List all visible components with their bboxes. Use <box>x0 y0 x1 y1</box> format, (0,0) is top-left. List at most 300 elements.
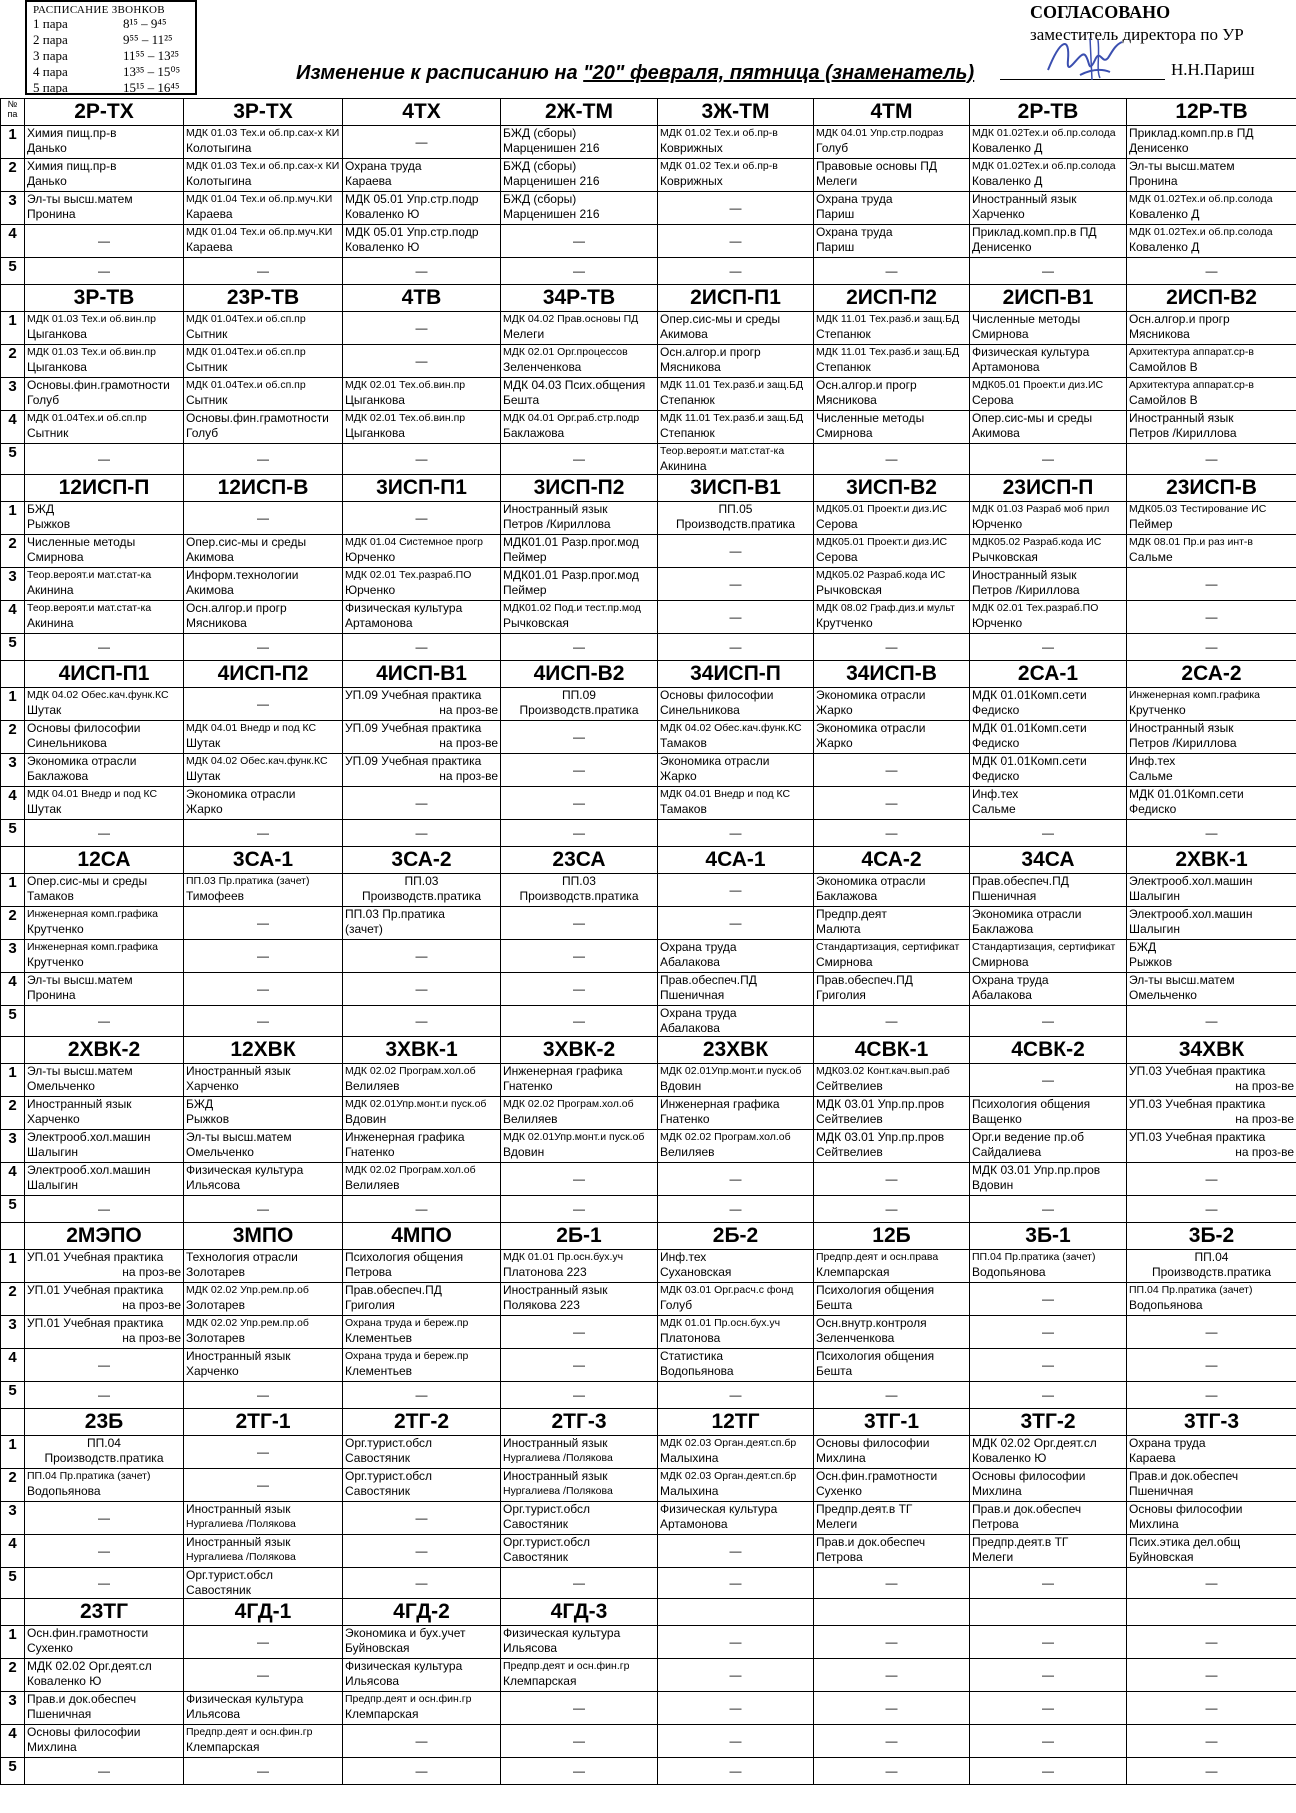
lesson-cell <box>501 345 658 378</box>
lesson-cell <box>343 568 501 601</box>
pair-number: 2 <box>1 1097 25 1130</box>
teacher: Смирнова <box>27 550 84 564</box>
subject: Иностранный язык <box>186 1502 291 1516</box>
teacher: Ващенко <box>972 1112 1022 1126</box>
lesson-cell <box>970 973 1127 1006</box>
group-name: 12Р-ТВ <box>1127 99 1296 126</box>
lesson-cell <box>970 1130 1127 1163</box>
lesson-cell <box>970 1097 1127 1130</box>
subject: МДК 02.02 Упр.рем.пр.об <box>186 1317 309 1329</box>
teacher: Жарко <box>816 703 853 717</box>
teacher: Полякова 223 <box>503 1298 580 1312</box>
group-name: 34ХВК <box>1127 1037 1296 1064</box>
group-name: 12ТГ <box>658 1409 814 1436</box>
approval-position: заместитель директора по УР <box>1030 25 1244 44</box>
lesson-cell <box>25 1725 184 1758</box>
lesson-cell <box>1127 973 1296 1006</box>
teacher: Шутак <box>186 736 221 750</box>
group-name <box>970 1599 1127 1626</box>
pair-number: 5 <box>1 444 25 475</box>
group-name: 23ТГ <box>25 1599 184 1626</box>
teacher: на проз-ве <box>122 1331 181 1345</box>
lesson-cell <box>501 502 658 535</box>
lesson-row <box>1 1163 1296 1196</box>
lesson-cell: — <box>25 1382 184 1409</box>
lesson-cell <box>25 568 184 601</box>
teacher: Степанюк <box>816 327 871 341</box>
teacher: Мелеги <box>816 1517 858 1531</box>
teacher: Смирнова <box>816 955 873 969</box>
subject: МДК 03.01 Упр.пр.пров <box>972 1163 1101 1177</box>
lesson-cell: — <box>184 1469 343 1502</box>
subject: Эл-ты высш.матем <box>27 973 133 987</box>
lesson-cell: — <box>1127 1725 1296 1758</box>
subject: Орг.турист.обсл <box>186 1568 274 1582</box>
lesson-cell <box>970 754 1127 787</box>
lesson-cell <box>343 1626 501 1659</box>
subject: МДК 02.03 Орган.деят.сп.бр <box>660 1437 797 1449</box>
lesson-cell <box>25 159 184 192</box>
pair-number: 1 <box>1 1436 25 1469</box>
lesson-cell: — <box>658 1725 814 1758</box>
subject: ПП.03 Пр.пратика (зачет) <box>186 875 310 887</box>
subject: МДК 02.02 Програм.хол.об <box>503 1098 634 1110</box>
lesson-cell: — <box>501 1163 658 1196</box>
lesson-row <box>1 1436 1296 1469</box>
group-name: 23СА <box>501 847 658 874</box>
lesson-row <box>1 1006 1296 1037</box>
teacher: Денисенко <box>1129 141 1189 155</box>
teacher: Коваленко Ю <box>345 207 420 221</box>
subject: МДК 04.02 Обес.кач.функ.КС <box>660 722 802 734</box>
lesson-cell <box>658 411 814 444</box>
pair-number: 5 <box>1 1196 25 1223</box>
subject: Предпр.деят и осн.фин.гр <box>345 1693 472 1705</box>
lesson-cell: — <box>343 345 501 378</box>
subject: Предпр.деят.в ТГ <box>816 1502 913 1516</box>
subject: МДК 01.01Комп.сети <box>972 688 1087 702</box>
lesson-cell: — <box>501 1725 658 1758</box>
lesson-cell: — <box>1127 1316 1296 1349</box>
lesson-cell: — <box>658 568 814 601</box>
lesson-cell: — <box>1127 601 1296 634</box>
subject: Охрана труда и береж.пр <box>345 1350 469 1362</box>
lesson-cell <box>184 411 343 444</box>
subject: МДК 01.01Комп.сети <box>1129 787 1244 801</box>
subject: Основы философии <box>660 688 774 702</box>
teacher: Производств.пратика <box>519 889 639 903</box>
lesson-cell <box>343 535 501 568</box>
teacher: Михлина <box>1129 1517 1179 1531</box>
subject: ПП.04 Пр.пратика (зачет) <box>972 1251 1096 1263</box>
lesson-row <box>1 940 1296 973</box>
subject: МДК05.03 Тестирование ИС <box>1129 503 1267 515</box>
pair-number: 5 <box>1 1006 25 1037</box>
teacher: Сальме <box>1129 550 1173 564</box>
subject: Иностранный язык <box>186 1349 291 1363</box>
teacher: Федиско <box>972 736 1020 750</box>
teacher: Гнатенко <box>503 1079 553 1093</box>
lesson-cell <box>501 688 658 721</box>
pair-number: 3 <box>1 754 25 787</box>
lesson-cell <box>501 1064 658 1097</box>
teacher: Жарко <box>816 736 853 750</box>
teacher: Пшеничная <box>660 988 725 1002</box>
lesson-cell: — <box>814 258 970 285</box>
subject: Предпр.деят и осн.права <box>816 1251 939 1263</box>
lesson-cell <box>658 973 814 1006</box>
lesson-cell <box>184 345 343 378</box>
teacher: Шутак <box>186 769 221 783</box>
lesson-cell <box>814 411 970 444</box>
lesson-cell: — <box>501 1316 658 1349</box>
group-name: 3ТГ-3 <box>1127 1409 1296 1436</box>
teacher: Артамонова <box>345 616 413 630</box>
teacher: Ильясова <box>186 1178 241 1192</box>
group-name: 34ИСП-П <box>658 661 814 688</box>
lesson-cell <box>343 688 501 721</box>
teacher: Коваленко Д <box>972 174 1043 188</box>
lesson-cell <box>184 126 343 159</box>
teacher: Клемпарская <box>345 1707 419 1721</box>
subject: БЖД (сборы) <box>503 192 577 206</box>
lesson-cell: — <box>1127 1163 1296 1196</box>
lesson-cell <box>501 568 658 601</box>
group-name: 4ИСП-П1 <box>25 661 184 688</box>
lesson-cell <box>658 378 814 411</box>
lesson-cell <box>814 126 970 159</box>
bell-schedule <box>25 0 197 95</box>
subject: МДК 02.03 Орган.деят.сп.бр <box>660 1470 797 1482</box>
pair-number: 2 <box>1 1283 25 1316</box>
teacher: Савостяник <box>186 1583 251 1597</box>
teacher: Платонова 223 <box>503 1265 587 1279</box>
subject: ПП.04 Пр.пратика (зачет) <box>27 1470 151 1482</box>
lesson-cell <box>184 1568 343 1599</box>
group-name: 2ИСП-П1 <box>658 285 814 312</box>
lesson-cell <box>658 940 814 973</box>
lesson-cell: — <box>343 787 501 820</box>
lesson-cell <box>970 345 1127 378</box>
lesson-cell <box>25 1163 184 1196</box>
lesson-cell <box>343 192 501 225</box>
subject: Психология общения <box>816 1283 935 1297</box>
subject: Опер.сис-мы и среды <box>972 411 1093 425</box>
teacher: Синельникова <box>660 703 740 717</box>
pair-number: 2 <box>1 907 25 940</box>
group-name: 4ИСП-В1 <box>343 661 501 688</box>
lesson-cell <box>343 1064 501 1097</box>
group-name: 4СВК-2 <box>970 1037 1127 1064</box>
subject: Инженерная комп.графика <box>27 941 158 953</box>
lesson-cell: — <box>501 754 658 787</box>
subject: Информ.технологии <box>186 568 299 582</box>
lesson-cell <box>970 1163 1127 1196</box>
lesson-cell <box>970 940 1127 973</box>
subject: Экономика отрасли <box>660 754 770 768</box>
subject: МДК 02.01 Орг.процессов <box>503 346 628 358</box>
teacher: Рыжков <box>1129 955 1173 969</box>
subject: Прав.обеспеч.ПД <box>345 1283 442 1297</box>
teacher: Харченко <box>186 1364 239 1378</box>
subject: Осн.алгор.и прогр <box>186 601 287 615</box>
subject: Инженерная комп.графика <box>1129 689 1260 701</box>
subject: Эл-ты высш.матем <box>27 192 133 206</box>
lesson-cell <box>970 874 1127 907</box>
lesson-row <box>1 787 1296 820</box>
teacher: Париш <box>816 207 855 221</box>
teacher: Савостяник <box>345 1484 410 1498</box>
lesson-cell: — <box>184 940 343 973</box>
group-header-row <box>1 661 1296 688</box>
lesson-cell <box>184 601 343 634</box>
lesson-cell: — <box>184 1626 343 1659</box>
lesson-cell <box>184 1692 343 1725</box>
group-name: 3МПО <box>184 1223 343 1250</box>
teacher: Самойлов В <box>1129 360 1198 374</box>
teacher: Смирнова <box>972 955 1029 969</box>
subject: МДК 01.02 Тех.и об.пр-в <box>660 127 778 139</box>
lesson-cell: — <box>970 1196 1127 1223</box>
subject: МДК05.02 Разраб.кода ИС <box>972 536 1102 548</box>
subject: МДК 02.02 Орг.деят.сл <box>972 1436 1097 1450</box>
group-name: 4ТХ <box>343 99 501 126</box>
lesson-cell <box>343 1316 501 1349</box>
teacher: Марценишен 216 <box>503 207 600 221</box>
teacher: Мелеги <box>816 174 858 188</box>
subject: МДК 02.02 Програм.хол.об <box>345 1164 476 1176</box>
lesson-cell <box>343 1130 501 1163</box>
group-name: 34ИСП-В <box>814 661 970 688</box>
teacher: Крутченко <box>27 922 84 936</box>
subject: БЖД <box>186 1097 214 1111</box>
group-name: 2Ж-ТМ <box>501 99 658 126</box>
teacher: Михлина <box>972 1484 1022 1498</box>
teacher: Смирнова <box>816 426 873 440</box>
teacher: Коврижных <box>660 141 723 155</box>
subject: Иностранный язык <box>27 1097 132 1111</box>
teacher: Крутченко <box>27 955 84 969</box>
teacher: Петрова <box>345 1265 392 1279</box>
teacher: Сухановская <box>660 1265 732 1279</box>
lesson-cell: — <box>343 258 501 285</box>
subject: ПП.05 <box>718 502 753 516</box>
subject: Приклад.комп.пр.в ПД <box>972 225 1097 239</box>
teacher: Рычковская <box>972 550 1038 564</box>
approval-title: СОГЛАСОВАНО <box>1030 2 1171 22</box>
lesson-cell <box>814 688 970 721</box>
lesson-cell: — <box>658 1568 814 1599</box>
lesson-cell: — <box>1127 1006 1296 1037</box>
lesson-cell <box>25 1659 184 1692</box>
group-name: 2ТГ-3 <box>501 1409 658 1436</box>
subject: МДК 01.02 Тех.и об.пр-в <box>660 160 778 172</box>
teacher: Золотарев <box>186 1331 245 1345</box>
pair-number-header <box>1 285 25 312</box>
pair-number: 2 <box>1 345 25 378</box>
lesson-cell: — <box>343 973 501 1006</box>
teacher: Сытник <box>186 393 228 407</box>
teacher: Караева <box>1129 1451 1176 1465</box>
lesson-cell: — <box>184 502 343 535</box>
lesson-cell: — <box>343 126 501 159</box>
lesson-row <box>1 634 1296 661</box>
group-name: 23ХВК <box>658 1037 814 1064</box>
lesson-cell <box>184 378 343 411</box>
lesson-cell <box>25 126 184 159</box>
pair-number: 3 <box>1 1502 25 1535</box>
lesson-cell <box>814 345 970 378</box>
subject: МДК05.01 Проект.и диз.ИС <box>972 379 1104 391</box>
lesson-row <box>1 1502 1296 1535</box>
teacher: Рыжков <box>186 1112 230 1126</box>
teacher: Буйновская <box>345 1641 410 1655</box>
subject: МДК 01.04Тех.и об.сп.пр <box>186 346 306 358</box>
lesson-cell <box>1127 312 1296 345</box>
teacher: Григолия <box>816 988 866 1002</box>
lesson-cell <box>343 1436 501 1469</box>
teacher: Ильясова <box>345 1674 400 1688</box>
subject: Опер.сис-мы и среды <box>27 874 148 888</box>
subject: БЖД (сборы) <box>503 159 577 173</box>
subject: МДК01.01 Разр.прог.мод <box>503 568 639 582</box>
lesson-cell <box>25 940 184 973</box>
subject: Инженерная графика <box>503 1064 623 1078</box>
group-header-row <box>1 475 1296 502</box>
subject: Прав.и док.обеспеч <box>1129 1469 1239 1483</box>
lesson-cell <box>501 874 658 907</box>
lesson-row <box>1 126 1296 159</box>
teacher: Данько <box>27 141 67 155</box>
lesson-cell <box>184 1064 343 1097</box>
lesson-row <box>1 721 1296 754</box>
teacher: Производств.пратика <box>519 703 639 717</box>
pair-number: 4 <box>1 787 25 820</box>
lesson-cell <box>814 159 970 192</box>
lesson-cell <box>658 159 814 192</box>
subject: Физическая культура <box>186 1163 304 1177</box>
teacher: Буйновская <box>1129 1550 1194 1564</box>
lesson-cell <box>1127 1250 1296 1283</box>
lesson-cell <box>814 312 970 345</box>
subject: Теор.вероят.и мат.стат-ка <box>27 569 152 581</box>
lesson-cell: — <box>25 1568 184 1599</box>
lesson-cell <box>1127 907 1296 940</box>
lesson-cell <box>814 973 970 1006</box>
subject: Иностранный язык <box>972 568 1077 582</box>
lesson-cell: — <box>501 1349 658 1382</box>
lesson-cell <box>658 1436 814 1469</box>
group-name: 2Б-1 <box>501 1223 658 1250</box>
subject: МДК 01.02Тех.и об.пр.солода <box>972 160 1116 172</box>
lesson-cell: — <box>1127 444 1296 475</box>
lesson-cell <box>184 1316 343 1349</box>
lesson-cell <box>184 192 343 225</box>
teacher: Шалыгин <box>1129 922 1181 936</box>
subject: Численные методы <box>27 535 136 549</box>
lesson-cell: — <box>814 1568 970 1599</box>
lesson-row <box>1 378 1296 411</box>
subject: МДК 02.01 Тех.разраб.ПО <box>345 569 472 581</box>
group-name: 3Б-1 <box>970 1223 1127 1250</box>
teacher: Баклажова <box>27 769 89 783</box>
group-name: 2ХВК-1 <box>1127 847 1296 874</box>
bell-time: 15¹⁵ – 16⁴⁵ <box>123 80 180 95</box>
subject: УП.01 Учебная практика <box>27 1316 164 1330</box>
lesson-cell <box>814 1283 970 1316</box>
teacher: Юрченко <box>972 616 1023 630</box>
pair-number: 1 <box>1 126 25 159</box>
subject: Прав.и док.обеспеч <box>972 1502 1082 1516</box>
bell-pair: 5 пара <box>33 80 68 95</box>
pair-number-header <box>1 475 25 502</box>
subject: Стандартизация, сертификат <box>972 941 1116 953</box>
teacher: Михлина <box>27 1740 77 1754</box>
schedule-table <box>0 98 1296 1785</box>
teacher: Мясникова <box>816 393 877 407</box>
lesson-cell <box>25 1316 184 1349</box>
lesson-cell: — <box>501 721 658 754</box>
page-title-prefix: Изменение к расписанию на <box>296 62 584 84</box>
teacher: Нургалиева /Полякова <box>186 1518 296 1530</box>
lesson-cell: — <box>501 820 658 847</box>
teacher: Рыжков <box>27 517 71 531</box>
lesson-cell: — <box>970 1349 1127 1382</box>
teacher: Коврижных <box>660 174 723 188</box>
subject: МДК 01.03 Разраб моб прил <box>972 503 1110 515</box>
lesson-cell <box>1127 1064 1296 1097</box>
lesson-cell <box>1127 192 1296 225</box>
lesson-cell: — <box>658 1196 814 1223</box>
lesson-cell: — <box>970 444 1127 475</box>
teacher: Мясникова <box>660 360 721 374</box>
lesson-cell: — <box>814 820 970 847</box>
lesson-cell <box>1127 126 1296 159</box>
lesson-row <box>1 535 1296 568</box>
lesson-cell: — <box>25 1349 184 1382</box>
subject: МДК 04.01 Упр.стр.подраз <box>816 127 944 139</box>
lesson-cell <box>814 568 970 601</box>
lesson-cell <box>1127 159 1296 192</box>
lesson-cell <box>814 1130 970 1163</box>
lesson-cell <box>501 1097 658 1130</box>
teacher: Клементьев <box>345 1331 413 1345</box>
lesson-cell: — <box>25 1006 184 1037</box>
subject: УП.09 Учебная практика <box>345 721 482 735</box>
lesson-cell <box>1127 721 1296 754</box>
subject: Химия пищ.пр-в <box>27 126 117 140</box>
subject: МДК 01.04Тех.и об.сп.пр <box>27 412 147 424</box>
subject: Охрана труда и береж.пр <box>345 1317 469 1329</box>
lesson-row <box>1 568 1296 601</box>
lesson-row <box>1 1283 1296 1316</box>
teacher: Малыхина <box>660 1484 719 1498</box>
lesson-cell: — <box>814 1725 970 1758</box>
lesson-cell <box>501 1250 658 1283</box>
subject: Охрана труда <box>660 1006 737 1020</box>
teacher: Нургалиева /Полякова <box>503 1485 613 1497</box>
lesson-cell: — <box>970 1758 1127 1785</box>
pair-number: 2 <box>1 1469 25 1502</box>
subject: МДК 02.02 Орг.деят.сл <box>27 1659 152 1673</box>
subject: ПП.03 <box>562 874 596 888</box>
subject: Иностранный язык <box>1129 411 1234 425</box>
lesson-cell: — <box>1127 1626 1296 1659</box>
lesson-cell <box>814 1250 970 1283</box>
pair-number: 1 <box>1 874 25 907</box>
group-name: 3ИСП-В2 <box>814 475 970 502</box>
lesson-cell <box>184 568 343 601</box>
